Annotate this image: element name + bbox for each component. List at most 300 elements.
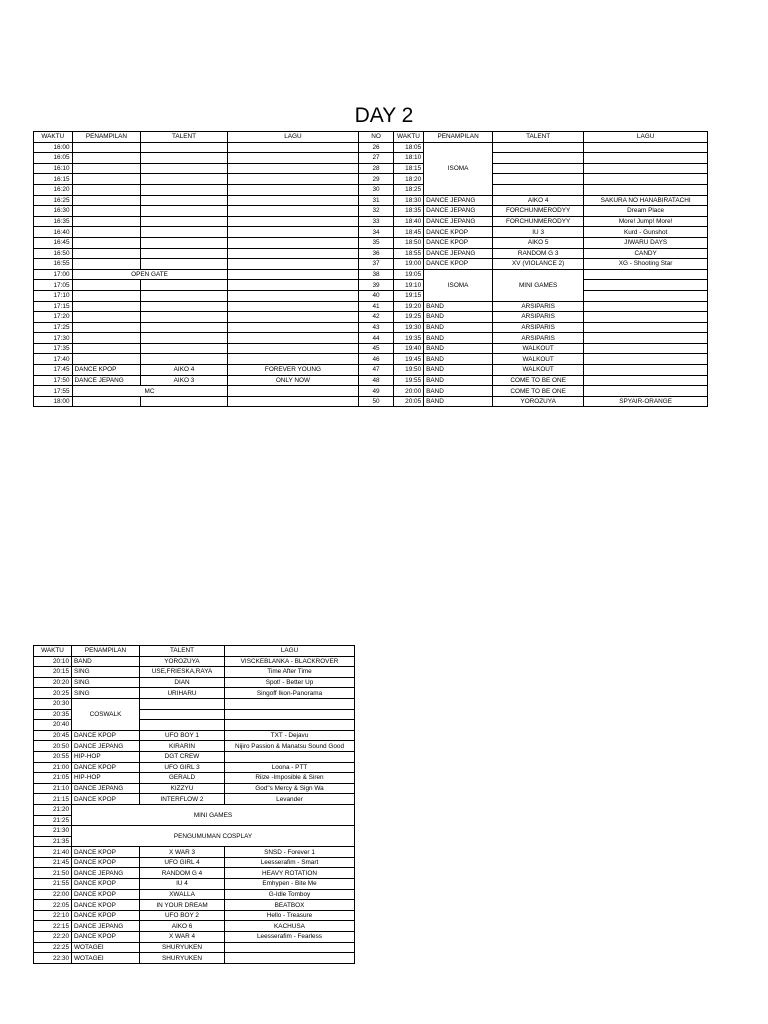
- cell-lagu: [225, 720, 355, 731]
- cell-penampilan: [72, 343, 141, 354]
- table-row: [34, 206, 708, 217]
- cell-no: 29: [359, 174, 393, 185]
- cell-talent: [141, 153, 227, 164]
- cell-merged-isoma: ISOMA: [424, 142, 493, 195]
- cell-waktu: 16:05: [34, 153, 73, 164]
- cell-penampilan: HIP-HOP: [72, 773, 140, 784]
- cell-waktu: 17:00: [34, 269, 73, 280]
- cell-penampilan: [72, 206, 141, 217]
- cell-talent: DIAN: [140, 677, 225, 688]
- cell-waktu: 16:20: [34, 184, 73, 195]
- cell-talent: [140, 720, 225, 731]
- cell-lagu: [227, 343, 359, 354]
- schedule-table-evening: [33, 645, 355, 964]
- table-row: [34, 365, 708, 376]
- cell-talent: URIHARU: [140, 688, 225, 699]
- table-row: [34, 237, 708, 248]
- cell-penampilan: WOTAGEI: [72, 953, 140, 964]
- cell-lagu: [227, 227, 359, 238]
- cell-penampilan: HIP-HOP: [72, 751, 140, 762]
- cell-lagu: Emhypen - Bite Me: [225, 879, 355, 890]
- cell-lagu: [225, 709, 355, 720]
- cell-waktu: 16:55: [34, 259, 73, 270]
- cell-talent: KIZZYU: [140, 783, 225, 794]
- cell-talent: [141, 184, 227, 195]
- cell-waktu: 21:25: [34, 815, 72, 826]
- cell-no: 40: [359, 290, 393, 301]
- cell-waktu: 19:50: [393, 365, 423, 376]
- cell-talent: WALKOUT: [493, 354, 584, 365]
- cell-talent: [141, 195, 227, 206]
- cell-penampilan: [72, 153, 141, 164]
- cell-talent: ARSIPARIS: [493, 312, 584, 323]
- cell-waktu: 18:00: [34, 396, 73, 407]
- cell-lagu: [584, 312, 708, 323]
- table-row: [34, 667, 355, 678]
- cell-lagu: [227, 396, 359, 407]
- cell-lagu: [584, 163, 708, 174]
- table-row: [34, 312, 708, 323]
- table-row: [34, 290, 708, 301]
- cell-penampilan: [72, 237, 141, 248]
- header-penampilan: PENAMPILAN: [72, 646, 140, 657]
- cell-penampilan: DANCE JEPANG: [424, 206, 493, 217]
- cell-penampilan: DANCE KPOP: [424, 259, 493, 270]
- table-row: [34, 322, 708, 333]
- cell-lagu: [584, 290, 708, 301]
- cell-penampilan: BAND: [424, 343, 493, 354]
- cell-no: 35: [359, 237, 393, 248]
- cell-waktu: 21:20: [34, 804, 72, 815]
- table-row: [34, 773, 355, 784]
- cell-penampilan: [72, 280, 141, 291]
- cell-waktu: 19:35: [393, 333, 423, 344]
- cell-lagu: XG - Shooting Star: [584, 259, 708, 270]
- cell-lagu: [227, 386, 359, 397]
- cell-lagu: Loona - PTT: [225, 762, 355, 773]
- cell-talent: IN YOUR DREAM: [140, 900, 225, 911]
- table-row: [34, 227, 708, 238]
- cell-waktu: 21:35: [34, 836, 72, 847]
- cell-penampilan: [72, 396, 141, 407]
- cell-penampilan: [72, 195, 141, 206]
- table-row: [34, 184, 708, 195]
- table-row: [34, 354, 708, 365]
- cell-waktu: 20:10: [34, 656, 72, 667]
- cell-lagu: Dream Place: [584, 206, 708, 217]
- cell-talent: UFO BOY 1: [140, 730, 225, 741]
- cell-waktu: 19:40: [393, 343, 423, 354]
- cell-penampilan: [72, 174, 141, 185]
- cell-lagu: [584, 280, 708, 291]
- cell-lagu: [584, 142, 708, 153]
- cell-waktu: 19:00: [393, 259, 423, 270]
- cell-waktu: 18:35: [393, 206, 423, 217]
- cell-penampilan: WOTAGEI: [72, 942, 140, 953]
- cell-lagu: G-Idle Tomboy: [225, 889, 355, 900]
- cell-penampilan: SING: [72, 667, 140, 678]
- cell-waktu: 19:20: [393, 301, 423, 312]
- header-penampilan: PENAMPILAN: [72, 132, 141, 143]
- header-talent-2: TALENT: [493, 132, 584, 143]
- cell-no: 48: [359, 375, 393, 386]
- cell-lagu: [227, 216, 359, 227]
- cell-lagu: KACHUSA: [225, 921, 355, 932]
- cell-lagu: [227, 301, 359, 312]
- table-row: [34, 783, 355, 794]
- cell-talent: [141, 290, 227, 301]
- table-row: [34, 269, 708, 280]
- cell-penampilan: [72, 312, 141, 323]
- cell-talent: [141, 280, 227, 291]
- cell-talent: SHURYUKEN: [140, 942, 225, 953]
- cell-lagu: [227, 312, 359, 323]
- cell-penampilan: DANCE KPOP: [72, 889, 140, 900]
- table-row: [34, 932, 355, 943]
- cell-lagu: [227, 174, 359, 185]
- cell-waktu: 19:30: [393, 322, 423, 333]
- cell-talent: USE,FRIESKA,RAYA: [140, 667, 225, 678]
- cell-lagu: CANDY: [584, 248, 708, 259]
- cell-no: 26: [359, 142, 393, 153]
- cell-waktu: 16:00: [34, 142, 73, 153]
- cell-lagu: HEAVY ROTATION: [225, 868, 355, 879]
- table-row: [34, 921, 355, 932]
- cell-lagu: Hello - Treasure: [225, 910, 355, 921]
- cell-penampilan: [72, 301, 141, 312]
- cell-waktu: 18:10: [393, 153, 423, 164]
- cell-talent: FORCHUNMERODYY: [493, 216, 584, 227]
- cell-talent: X WAR 3: [140, 847, 225, 858]
- table-row: [34, 688, 355, 699]
- cell-lagu: God"s Mercy & Sign Wa: [225, 783, 355, 794]
- header-waktu: WAKTU: [34, 132, 73, 143]
- cell-penampilan: [72, 354, 141, 365]
- cell-talent: WALKOUT: [493, 365, 584, 376]
- cell-penampilan: DANCE KPOP: [424, 237, 493, 248]
- cell-talent: ARSIPARIS: [493, 333, 584, 344]
- cell-talent: XV (VIOLANCE 2): [493, 259, 584, 270]
- cell-penampilan: BAND: [424, 301, 493, 312]
- cell-penampilan: DANCE KPOP: [72, 762, 140, 773]
- cell-talent: DGT CREW: [140, 751, 225, 762]
- cell-waktu: 20:45: [34, 730, 72, 741]
- cell-waktu: 22:30: [34, 953, 72, 964]
- cell-waktu: 19:15: [393, 290, 423, 301]
- cell-talent: FORCHUNMERODYY: [493, 206, 584, 217]
- cell-waktu: 17:35: [34, 343, 73, 354]
- table-row: [34, 857, 355, 868]
- cell-lagu: [584, 301, 708, 312]
- cell-talent: [140, 698, 225, 709]
- cell-talent: [141, 343, 227, 354]
- cell-lagu: Spot! - Better Up: [225, 677, 355, 688]
- cell-lagu: [227, 142, 359, 153]
- page-title: DAY 2: [354, 104, 414, 127]
- cell-waktu: 19:25: [393, 312, 423, 323]
- cell-lagu: Riize -Imposible & Siren: [225, 773, 355, 784]
- cell-waktu: 19:10: [393, 280, 423, 291]
- cell-lagu: [225, 953, 355, 964]
- cell-lagu: [584, 174, 708, 185]
- cell-merged-note: MC: [72, 386, 227, 397]
- cell-waktu: 17:45: [34, 365, 73, 376]
- cell-lagu: [227, 333, 359, 344]
- cell-lagu: [227, 269, 359, 280]
- cell-waktu: 22:20: [34, 932, 72, 943]
- table-row: [34, 804, 355, 815]
- cell-talent: [141, 396, 227, 407]
- cell-penampilan: BAND: [424, 312, 493, 323]
- schedule-table-main: [33, 131, 708, 407]
- cell-talent: [141, 322, 227, 333]
- cell-no: 47: [359, 365, 393, 376]
- cell-lagu: [584, 343, 708, 354]
- cell-penampilan: [72, 216, 141, 227]
- cell-no: 27: [359, 153, 393, 164]
- cell-lagu: [227, 237, 359, 248]
- table-row: [34, 751, 355, 762]
- cell-lagu: TXT - Dejavu: [225, 730, 355, 741]
- cell-talent: AIKO 4: [141, 365, 227, 376]
- cell-talent: UFO GIRL 3: [140, 762, 225, 773]
- cell-lagu: VISCKEBLANKA - BLACKROVER: [225, 656, 355, 667]
- cell-no: 34: [359, 227, 393, 238]
- table-row: [34, 677, 355, 688]
- cell-lagu: Leesserafim - Smart: [225, 857, 355, 868]
- cell-talent: YOROZUYA: [140, 656, 225, 667]
- cell-penampilan: BAND: [72, 656, 140, 667]
- cell-penampilan: DANCE KPOP: [424, 227, 493, 238]
- cell-lagu: ONLY NOW: [227, 375, 359, 386]
- cell-waktu: 18:25: [393, 184, 423, 195]
- cell-lagu: [584, 184, 708, 195]
- cell-penampilan: DANCE JEPANG: [72, 921, 140, 932]
- cell-talent: GERALD: [140, 773, 225, 784]
- cell-lagu: BEATBOX: [225, 900, 355, 911]
- table-row: [34, 762, 355, 773]
- cell-merged-isoma: ISOMA: [424, 269, 493, 301]
- cell-waktu: 20:50: [34, 741, 72, 752]
- cell-lagu: [584, 386, 708, 397]
- cell-waktu: 16:25: [34, 195, 73, 206]
- table-row: [34, 386, 708, 397]
- table-row: [34, 343, 708, 354]
- cell-waktu: 16:10: [34, 163, 73, 174]
- cell-no: 42: [359, 312, 393, 323]
- table-row: [34, 794, 355, 805]
- header-no: NO: [359, 132, 393, 143]
- cell-no: 36: [359, 248, 393, 259]
- cell-waktu: 20:20: [34, 677, 72, 688]
- cell-merged-note: OPEN GATE: [72, 269, 227, 280]
- cell-waktu: 17:55: [34, 386, 73, 397]
- table-row: [34, 868, 355, 879]
- cell-talent: INTERFLOW 2: [140, 794, 225, 805]
- cell-talent: [140, 709, 225, 720]
- cell-talent: UFO GIRL 4: [140, 857, 225, 868]
- cell-lagu: [584, 333, 708, 344]
- cell-penampilan: DANCE JEPANG: [424, 195, 493, 206]
- cell-lagu: Leesserafim - Fearless: [225, 932, 355, 943]
- cell-lagu: [225, 942, 355, 953]
- cell-lagu: Nijiro Passion & Manatsu Sound Good: [225, 741, 355, 752]
- cell-talent: [493, 184, 584, 195]
- header-lagu: LAGU: [227, 132, 359, 143]
- cell-penampilan: BAND: [424, 322, 493, 333]
- table-row: [34, 847, 355, 858]
- cell-no: 30: [359, 184, 393, 195]
- cell-waktu: 17:25: [34, 322, 73, 333]
- table-row: [34, 900, 355, 911]
- table-row: [34, 153, 708, 164]
- cell-merged-mini-games: MINI GAMES: [493, 269, 584, 301]
- cell-waktu: 18:15: [393, 163, 423, 174]
- table-header-row: [34, 646, 355, 657]
- cell-lagu: SNSD - Forever 1: [225, 847, 355, 858]
- cell-waktu: 19:45: [393, 354, 423, 365]
- cell-lagu: [225, 698, 355, 709]
- cell-penampilan: SING: [72, 677, 140, 688]
- cell-lagu: [227, 163, 359, 174]
- cell-merged-mini-games: MINI GAMES: [72, 804, 355, 825]
- cell-lagu: [227, 280, 359, 291]
- cell-lagu: [227, 153, 359, 164]
- cell-talent: [141, 333, 227, 344]
- cell-penampilan: DANCE KPOP: [72, 794, 140, 805]
- table-row: [34, 826, 355, 837]
- table-row: [34, 216, 708, 227]
- cell-lagu: Time After Time: [225, 667, 355, 678]
- cell-no: 28: [359, 163, 393, 174]
- cell-talent: WALKOUT: [493, 343, 584, 354]
- table-row: [34, 942, 355, 953]
- cell-no: 39: [359, 280, 393, 291]
- cell-lagu: Levander: [225, 794, 355, 805]
- cell-waktu: 17:30: [34, 333, 73, 344]
- cell-no: 37: [359, 259, 393, 270]
- cell-penampilan: DANCE KPOP: [72, 932, 140, 943]
- cell-waktu: 17:50: [34, 375, 73, 386]
- cell-waktu: 20:05: [393, 396, 423, 407]
- cell-waktu: 21:40: [34, 847, 72, 858]
- cell-penampilan: BAND: [424, 365, 493, 376]
- cell-lagu: SPYAIR-ORANGE: [584, 396, 708, 407]
- cell-lagu: More! Jump! More!: [584, 216, 708, 227]
- table-row: [34, 396, 708, 407]
- cell-penampilan: DANCE JEPANG: [424, 248, 493, 259]
- cell-penampilan: SING: [72, 688, 140, 699]
- table-row: [34, 259, 708, 270]
- cell-talent: [141, 163, 227, 174]
- cell-talent: [141, 237, 227, 248]
- cell-talent: XWALLA: [140, 889, 225, 900]
- cell-waktu: 18:40: [393, 216, 423, 227]
- cell-waktu: 18:05: [393, 142, 423, 153]
- cell-lagu: [227, 195, 359, 206]
- cell-lagu: [584, 322, 708, 333]
- cell-waktu: 20:15: [34, 667, 72, 678]
- cell-talent: [141, 312, 227, 323]
- header-waktu: WAKTU: [34, 646, 72, 657]
- cell-no: 45: [359, 343, 393, 354]
- cell-penampilan: DANCE KPOP: [72, 910, 140, 921]
- cell-no: 33: [359, 216, 393, 227]
- cell-waktu: 16:30: [34, 206, 73, 217]
- cell-lagu: Kurd - Gunshot: [584, 227, 708, 238]
- cell-lagu: [227, 290, 359, 301]
- cell-penampilan: DANCE KPOP: [72, 365, 141, 376]
- cell-waktu: 22:25: [34, 942, 72, 953]
- cell-waktu: 16:15: [34, 174, 73, 185]
- cell-penampilan: DANCE KPOP: [72, 900, 140, 911]
- cell-penampilan: [72, 227, 141, 238]
- header-penampilan-2: PENAMPILAN: [424, 132, 493, 143]
- cell-waktu: 16:45: [34, 237, 73, 248]
- cell-waktu: 18:30: [393, 195, 423, 206]
- header-talent: TALENT: [140, 646, 225, 657]
- cell-talent: [141, 227, 227, 238]
- cell-penampilan: [72, 184, 141, 195]
- cell-talent: [141, 174, 227, 185]
- cell-penampilan: [72, 163, 141, 174]
- table-row: [34, 174, 708, 185]
- table-row: [34, 280, 708, 291]
- cell-talent: AIKO 4: [493, 195, 584, 206]
- cell-talent: [141, 259, 227, 270]
- cell-penampilan: DANCE JEPANG: [72, 741, 140, 752]
- cell-waktu: 16:50: [34, 248, 73, 259]
- cell-waktu: 20:35: [34, 709, 72, 720]
- cell-no: 49: [359, 386, 393, 397]
- cell-merged-pengumuman: PENGUMUMAN COSPLAY: [72, 826, 355, 847]
- cell-waktu: 17:20: [34, 312, 73, 323]
- table-row: [34, 301, 708, 312]
- cell-waktu: 17:10: [34, 290, 73, 301]
- cell-waktu: 18:20: [393, 174, 423, 185]
- table-row: [34, 953, 355, 964]
- cell-waktu: 20:25: [34, 688, 72, 699]
- table-row: [34, 656, 355, 667]
- cell-waktu: 17:15: [34, 301, 73, 312]
- cell-talent: [141, 142, 227, 153]
- cell-waktu: 22:00: [34, 889, 72, 900]
- cell-waktu: 16:35: [34, 216, 73, 227]
- header-talent: TALENT: [141, 132, 227, 143]
- cell-lagu: FOREVER YOUNG: [227, 365, 359, 376]
- cell-talent: [493, 163, 584, 174]
- cell-penampilan: DANCE JEPANG: [72, 375, 141, 386]
- cell-waktu: 18:50: [393, 237, 423, 248]
- cell-lagu: [584, 375, 708, 386]
- cell-waktu: 19:55: [393, 375, 423, 386]
- header-waktu-2: WAKTU: [393, 132, 423, 143]
- cell-waktu: 18:55: [393, 248, 423, 259]
- cell-penampilan: DANCE KPOP: [72, 730, 140, 741]
- cell-waktu: 21:45: [34, 857, 72, 868]
- cell-no: 50: [359, 396, 393, 407]
- cell-talent: [141, 206, 227, 217]
- cell-penampilan: BAND: [424, 386, 493, 397]
- cell-lagu: [584, 269, 708, 280]
- table-header-row: [34, 132, 708, 143]
- cell-waktu: 21:00: [34, 762, 72, 773]
- header-lagu: LAGU: [225, 646, 355, 657]
- cell-talent: [141, 216, 227, 227]
- cell-waktu: 17:05: [34, 280, 73, 291]
- cell-merged-coswalk: COSWALK: [72, 698, 140, 730]
- cell-talent: X WAR 4: [140, 932, 225, 943]
